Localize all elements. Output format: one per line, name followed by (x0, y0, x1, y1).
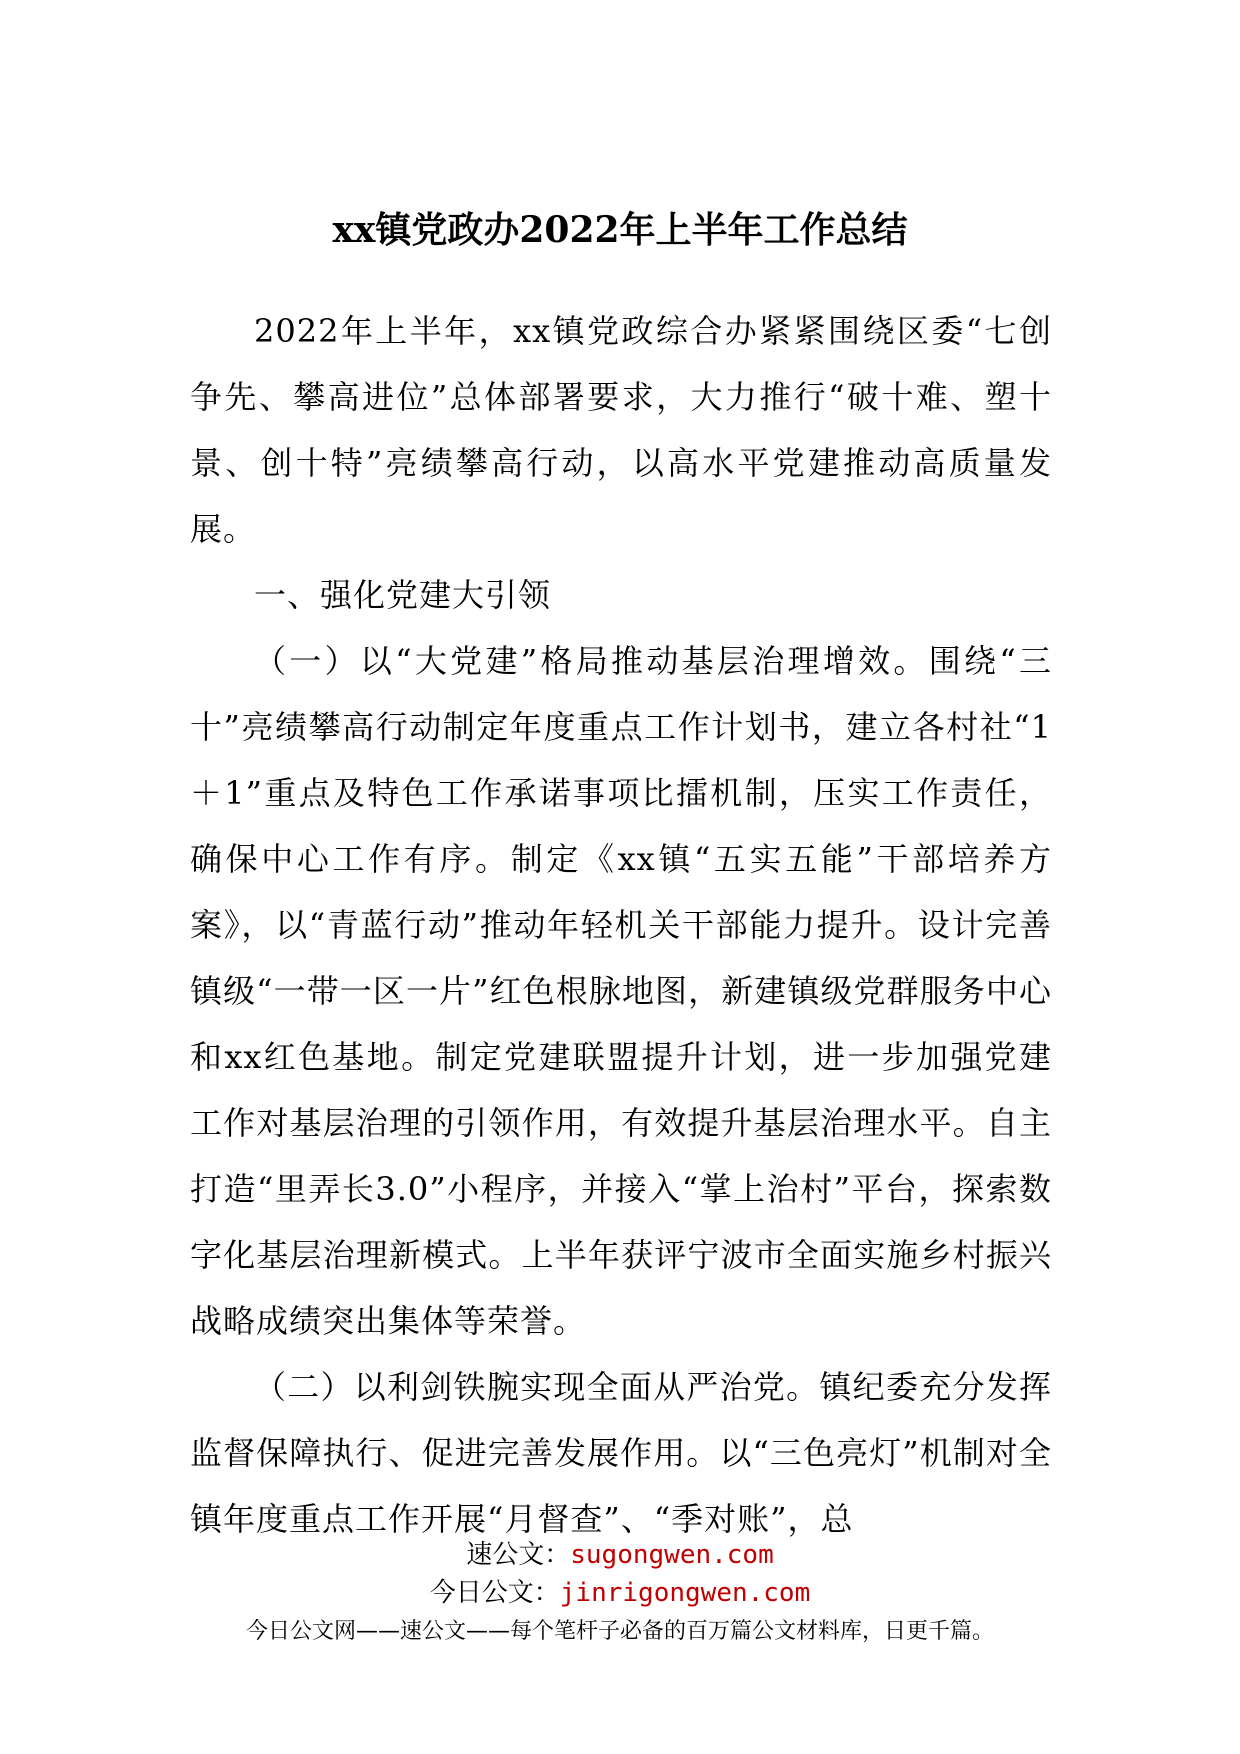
subsection-paragraph-2: （二）以利剑铁腕实现全面从严治党。镇纪委充分发挥监督保障执行、促进完善发展作用。以“三色亮灯”机制对全镇年度重点工作开展“月督查”、“季对账”，总 (190, 1368, 1052, 1538)
document-title: xx镇党政办2022年上半年工作总结 (332, 209, 908, 251)
footer-label-jinrigongwen: 今日公文： (429, 1578, 560, 1608)
footer-slogan: 今日公文网——速公文——每个笔杆子必备的百万篇公文材料库，日更千篇。 (245, 1619, 994, 1644)
footer-label-sugongwen: 速公文： (466, 1540, 571, 1570)
footer (0, 1536, 1240, 1650)
intro-paragraph: 2022年上半年，xx镇党政综合办紧紧围绕区委“七创争先、攀高进位”总体部署要求，大力推行“破十难、塑十景、创十特”亮绩攀高行动，以高水平党建推动高质量发展。 (190, 312, 1052, 548)
footer-link-jinrigongwen[interactable]: jinrigongwen.com (559, 1578, 811, 1608)
section-heading: 一、强化党建大引领 (254, 576, 552, 614)
footer-line-jinrigongwen (0, 1574, 1240, 1612)
document-body (190, 298, 1052, 1552)
footer-line-sugongwen (0, 1536, 1240, 1574)
footer-link-sugongwen[interactable]: sugongwen.com (570, 1540, 774, 1570)
subsection-paragraph-1: （一）以“大党建”格局推动基层治理增效。围绕“三十”亮绩攀高行动制定年度重点工作计划书，建立各村社“1＋1”重点及特色工作承诺事项比擂机制，压实工作责任，确保中心工作有序。制定《xx镇“五实五能”干部培养方案》，以“青蓝行动”推动年轻机关干部能力提升。设计完善镇级“一带一区一片”红色根脉地图，新建镇级党群服务中心和xx红色基地。制定党建联盟提升计划，进一步加强党建工作对基层治理的引领作用，有效提升基层治理水平。自主打造“里弄长3.0”小程序，并接入“掌上治村”平台，探索数字化基层治理新模式。上半年获评宁波市全面实施乡村振兴战略成绩突出集体等荣誉。 (190, 642, 1052, 1340)
